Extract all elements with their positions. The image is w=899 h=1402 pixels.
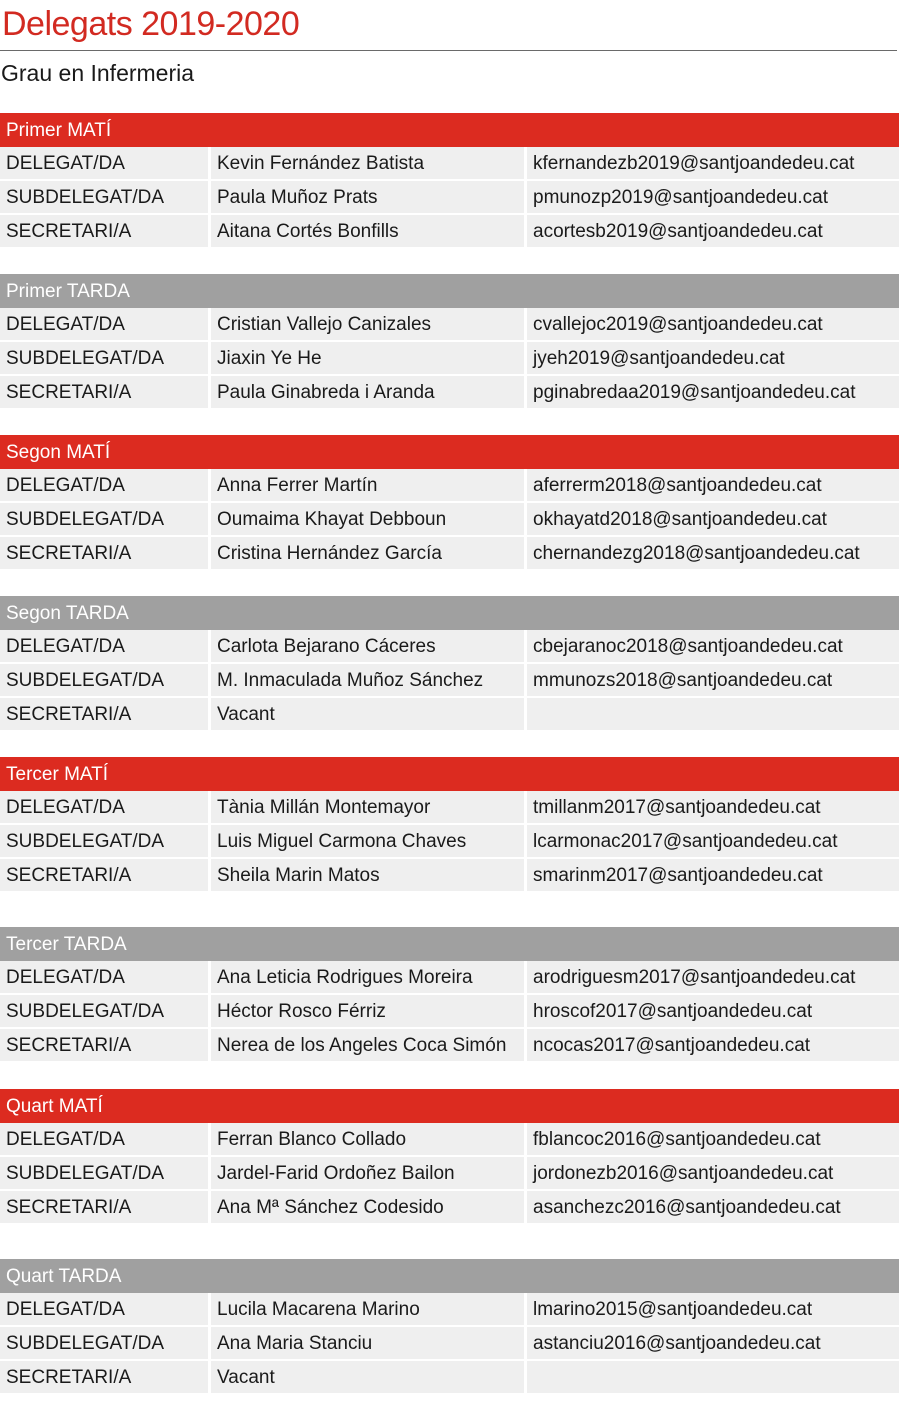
name-cell: Jardel-Farid Ordoñez Bailon bbox=[211, 1157, 524, 1189]
section-quart-tarda bbox=[0, 1259, 899, 1395]
email-cell: lcarmonac2017@santjoandedeu.cat bbox=[527, 825, 899, 857]
role-cell: SUBDELEGAT/DA bbox=[0, 181, 208, 213]
name-cell: Anna Ferrer Martín bbox=[211, 469, 524, 501]
page-title: Delegats 2019-2020 bbox=[2, 5, 300, 43]
name-cell: Oumaima Khayat Debboun bbox=[211, 503, 524, 535]
name-cell: Ferran Blanco Collado bbox=[211, 1123, 524, 1155]
email-cell: acortesb2019@santjoandedeu.cat bbox=[527, 215, 899, 247]
role-cell: SUBDELEGAT/DA bbox=[0, 995, 208, 1027]
email-cell: aferrerm2018@santjoandedeu.cat bbox=[527, 469, 899, 501]
email-cell: asanchezc2016@santjoandedeu.cat bbox=[527, 1191, 899, 1223]
name-cell: Nerea de los Angeles Coca Simón bbox=[211, 1029, 524, 1061]
email-cell bbox=[527, 698, 899, 730]
table-row bbox=[0, 376, 899, 410]
email-cell: fblancoc2016@santjoandedeu.cat bbox=[527, 1123, 899, 1155]
email-cell: tmillanm2017@santjoandedeu.cat bbox=[527, 791, 899, 823]
section-primer-mati bbox=[0, 113, 899, 249]
name-cell: Paula Muñoz Prats bbox=[211, 181, 524, 213]
email-cell bbox=[527, 1361, 899, 1393]
table-row bbox=[0, 1191, 899, 1225]
name-cell: Jiaxin Ye He bbox=[211, 342, 524, 374]
name-cell: Héctor Rosco Férriz bbox=[211, 995, 524, 1027]
title-divider bbox=[0, 50, 897, 51]
section-header: Tercer TARDA bbox=[0, 927, 899, 961]
table-row bbox=[0, 503, 899, 537]
role-cell: DELEGAT/DA bbox=[0, 147, 208, 179]
name-cell: Kevin Fernández Batista bbox=[211, 147, 524, 179]
email-cell: lmarino2015@santjoandedeu.cat bbox=[527, 1293, 899, 1325]
table-row bbox=[0, 825, 899, 859]
email-cell: ncocas2017@santjoandedeu.cat bbox=[527, 1029, 899, 1061]
email-cell: pginabredaa2019@santjoandedeu.cat bbox=[527, 376, 899, 408]
role-cell: DELEGAT/DA bbox=[0, 1123, 208, 1155]
table-row bbox=[0, 1157, 899, 1191]
email-cell: cbejaranoc2018@santjoandedeu.cat bbox=[527, 630, 899, 662]
table-row bbox=[0, 342, 899, 376]
table-row bbox=[0, 1361, 899, 1395]
table-row bbox=[0, 215, 899, 249]
role-cell: SECRETARI/A bbox=[0, 1361, 208, 1393]
role-cell: SUBDELEGAT/DA bbox=[0, 1157, 208, 1189]
table-row bbox=[0, 664, 899, 698]
name-cell: Vacant bbox=[211, 1361, 524, 1393]
name-cell: Vacant bbox=[211, 698, 524, 730]
table-row bbox=[0, 308, 899, 342]
section-tercer-mati bbox=[0, 757, 899, 893]
name-cell: Cristian Vallejo Canizales bbox=[211, 308, 524, 340]
section-header: Primer MATÍ bbox=[0, 113, 899, 147]
table-row bbox=[0, 181, 899, 215]
email-cell: arodriguesm2017@santjoandedeu.cat bbox=[527, 961, 899, 993]
section-quart-mati bbox=[0, 1089, 899, 1225]
role-cell: SUBDELEGAT/DA bbox=[0, 503, 208, 535]
name-cell: Ana Leticia Rodrigues Moreira bbox=[211, 961, 524, 993]
name-cell: Carlota Bejarano Cáceres bbox=[211, 630, 524, 662]
email-cell: hroscof2017@santjoandedeu.cat bbox=[527, 995, 899, 1027]
role-cell: SECRETARI/A bbox=[0, 215, 208, 247]
email-cell: smarinm2017@santjoandedeu.cat bbox=[527, 859, 899, 891]
role-cell: DELEGAT/DA bbox=[0, 469, 208, 501]
name-cell: Ana Maria Stanciu bbox=[211, 1327, 524, 1359]
table-row bbox=[0, 630, 899, 664]
section-header: Quart TARDA bbox=[0, 1259, 899, 1293]
email-cell: chernandezg2018@santjoandedeu.cat bbox=[527, 537, 899, 569]
role-cell: DELEGAT/DA bbox=[0, 791, 208, 823]
page-subtitle: Grau en Infermeria bbox=[1, 60, 195, 86]
role-cell: SUBDELEGAT/DA bbox=[0, 825, 208, 857]
name-cell: Luis Miguel Carmona Chaves bbox=[211, 825, 524, 857]
email-cell: cvallejoc2019@santjoandedeu.cat bbox=[527, 308, 899, 340]
name-cell: Aitana Cortés Bonfills bbox=[211, 215, 524, 247]
section-header: Tercer MATÍ bbox=[0, 757, 899, 791]
email-cell: jyeh2019@santjoandedeu.cat bbox=[527, 342, 899, 374]
role-cell: SUBDELEGAT/DA bbox=[0, 342, 208, 374]
role-cell: DELEGAT/DA bbox=[0, 1293, 208, 1325]
name-cell: Tània Millán Montemayor bbox=[211, 791, 524, 823]
name-cell: Paula Ginabreda i Aranda bbox=[211, 376, 524, 408]
name-cell: M. Inmaculada Muñoz Sánchez bbox=[211, 664, 524, 696]
email-cell: kfernandezb2019@santjoandedeu.cat bbox=[527, 147, 899, 179]
role-cell: SECRETARI/A bbox=[0, 537, 208, 569]
role-cell: DELEGAT/DA bbox=[0, 961, 208, 993]
email-cell: jordonezb2016@santjoandedeu.cat bbox=[527, 1157, 899, 1189]
table-row bbox=[0, 1029, 899, 1063]
section-tercer-tarda bbox=[0, 927, 899, 1063]
table-row bbox=[0, 995, 899, 1029]
name-cell: Lucila Macarena Marino bbox=[211, 1293, 524, 1325]
role-cell: DELEGAT/DA bbox=[0, 630, 208, 662]
table-row bbox=[0, 1123, 899, 1157]
email-cell: mmunozs2018@santjoandedeu.cat bbox=[527, 664, 899, 696]
table-row bbox=[0, 1327, 899, 1361]
role-cell: SECRETARI/A bbox=[0, 698, 208, 730]
email-cell: okhayatd2018@santjoandedeu.cat bbox=[527, 503, 899, 535]
role-cell: SECRETARI/A bbox=[0, 376, 208, 408]
section-primer-tarda bbox=[0, 274, 899, 410]
name-cell: Sheila Marin Matos bbox=[211, 859, 524, 891]
role-cell: SUBDELEGAT/DA bbox=[0, 664, 208, 696]
section-segon-tarda bbox=[0, 596, 899, 732]
section-header: Primer TARDA bbox=[0, 274, 899, 308]
table-row bbox=[0, 961, 899, 995]
role-cell: SECRETARI/A bbox=[0, 1029, 208, 1061]
section-header: Segon TARDA bbox=[0, 596, 899, 630]
table-row bbox=[0, 698, 899, 732]
role-cell: SECRETARI/A bbox=[0, 859, 208, 891]
table-row bbox=[0, 537, 899, 571]
role-cell: SUBDELEGAT/DA bbox=[0, 1327, 208, 1359]
table-row bbox=[0, 859, 899, 893]
section-header: Quart MATÍ bbox=[0, 1089, 899, 1123]
name-cell: Ana Mª Sánchez Codesido bbox=[211, 1191, 524, 1223]
email-cell: pmunozp2019@santjoandedeu.cat bbox=[527, 181, 899, 213]
name-cell: Cristina Hernández García bbox=[211, 537, 524, 569]
role-cell: DELEGAT/DA bbox=[0, 308, 208, 340]
role-cell: SECRETARI/A bbox=[0, 1191, 208, 1223]
table-row bbox=[0, 147, 899, 181]
section-segon-mati bbox=[0, 435, 899, 571]
section-header: Segon MATÍ bbox=[0, 435, 899, 469]
table-row bbox=[0, 791, 899, 825]
table-row bbox=[0, 469, 899, 503]
email-cell: astanciu2016@santjoandedeu.cat bbox=[527, 1327, 899, 1359]
table-row bbox=[0, 1293, 899, 1327]
